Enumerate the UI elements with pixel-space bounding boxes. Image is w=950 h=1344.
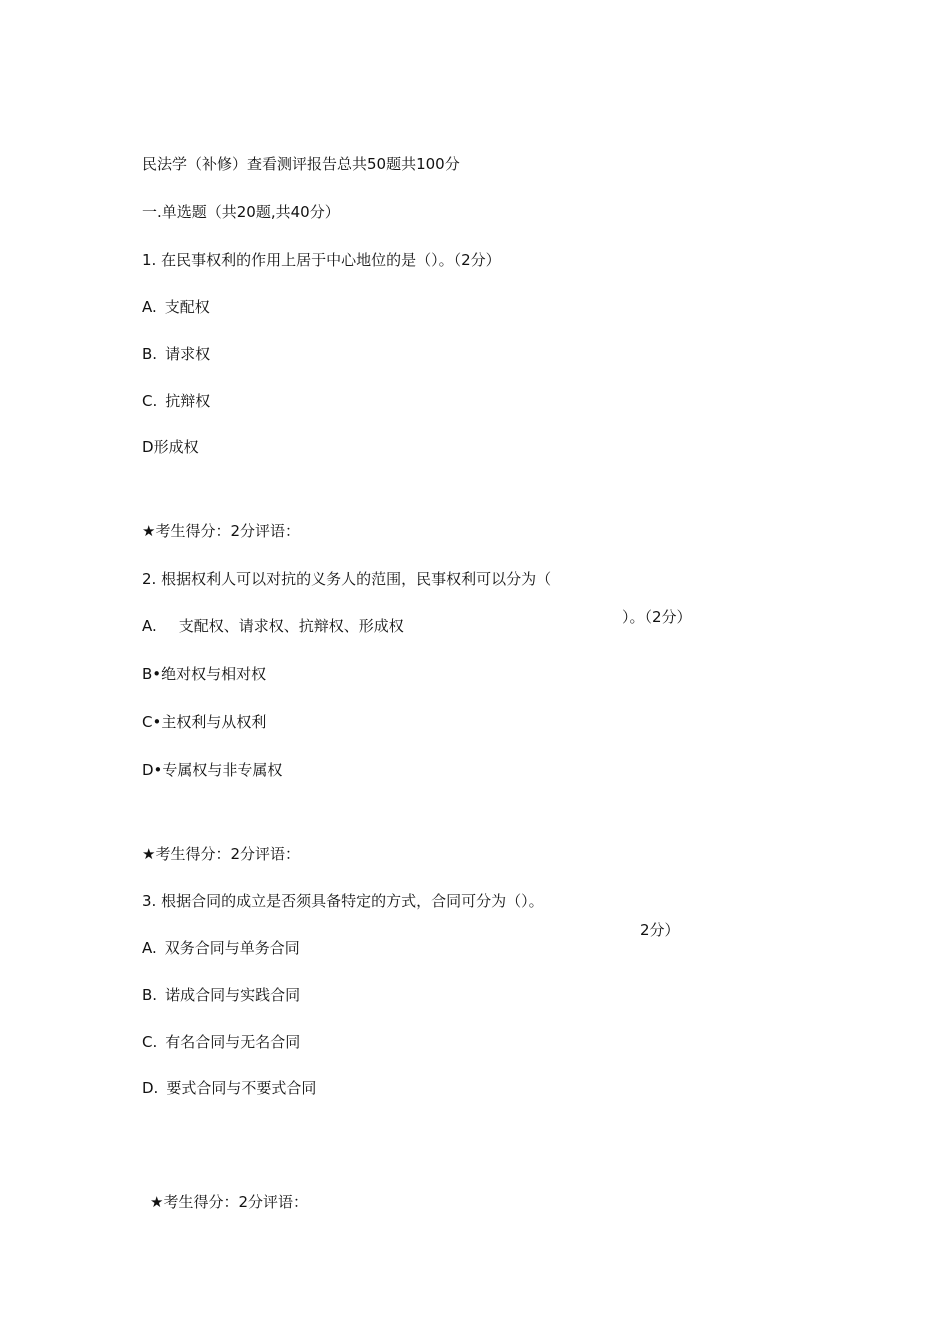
option-text: 抗辩权 xyxy=(165,392,211,410)
option-letter: A. xyxy=(142,939,157,957)
option-text: 绝对权与相对权 xyxy=(161,665,267,683)
option-text: 支配权 xyxy=(164,298,210,316)
option-text: 专属权与非专属权 xyxy=(162,761,283,779)
question-2-option-c xyxy=(142,712,266,732)
document-header: 民法学（补修）查看测评报告总共50题共100分 xyxy=(142,155,460,173)
question-1-option-b xyxy=(142,344,210,364)
option-text: 有名合同与无名合同 xyxy=(165,1033,301,1051)
question-3-stem-tail: 2分） xyxy=(640,921,680,939)
question-1-option-c xyxy=(142,391,210,411)
question-3-stem: 3. 根据合同的成立是否须具备特定的方式，合同可分为（）。 xyxy=(142,892,544,910)
question-2-option-a xyxy=(142,616,404,636)
option-text: 双务合同与单务合同 xyxy=(164,939,300,957)
question-2-stem: 2. 根据权利人可以对抗的义务人的范围，民事权利可以分为（ xyxy=(142,570,552,588)
option-letter: B• xyxy=(142,665,162,683)
question-3-option-c xyxy=(142,1032,300,1052)
question-1-option-d xyxy=(142,437,199,457)
option-letter: D• xyxy=(142,761,163,779)
question-3-option-d xyxy=(142,1078,316,1098)
option-letter: D xyxy=(142,438,154,456)
question-1-stem: 1. 在民事权利的作用上居于中心地位的是（）。（2分） xyxy=(142,251,501,269)
option-letter: A. xyxy=(142,617,157,635)
question-3-score: ★考生得分：2分评语： xyxy=(150,1193,308,1211)
option-letter: C. xyxy=(142,392,158,410)
option-text: 形成权 xyxy=(153,438,199,456)
option-text: 诺成合同与实践合同 xyxy=(165,986,301,1004)
option-letter: B. xyxy=(142,986,158,1004)
option-text: 主权利与从权利 xyxy=(161,713,267,731)
option-letter: B. xyxy=(142,345,158,363)
question-3-option-b xyxy=(142,985,300,1005)
option-text: 要式合同与不要式合同 xyxy=(166,1079,317,1097)
question-2-option-b xyxy=(142,664,266,684)
question-2-option-d xyxy=(142,760,282,780)
option-letter: C. xyxy=(142,1033,158,1051)
option-text: 支配权、请求权、抗辩权、形成权 xyxy=(178,617,404,635)
option-letter: C• xyxy=(142,713,162,731)
question-1-option-a xyxy=(142,297,210,317)
option-text: 请求权 xyxy=(165,345,211,363)
section-title: 一.单选题（共20题,共40分） xyxy=(142,203,340,221)
question-2-score: ★考生得分：2分评语： xyxy=(142,845,300,863)
question-3-option-a xyxy=(142,938,300,958)
option-letter: A. xyxy=(142,298,157,316)
question-1-score: ★考生得分：2分评语： xyxy=(142,522,300,540)
option-letter: D. xyxy=(142,1079,159,1097)
question-2-stem-tail: ）。（2分） xyxy=(622,608,692,626)
